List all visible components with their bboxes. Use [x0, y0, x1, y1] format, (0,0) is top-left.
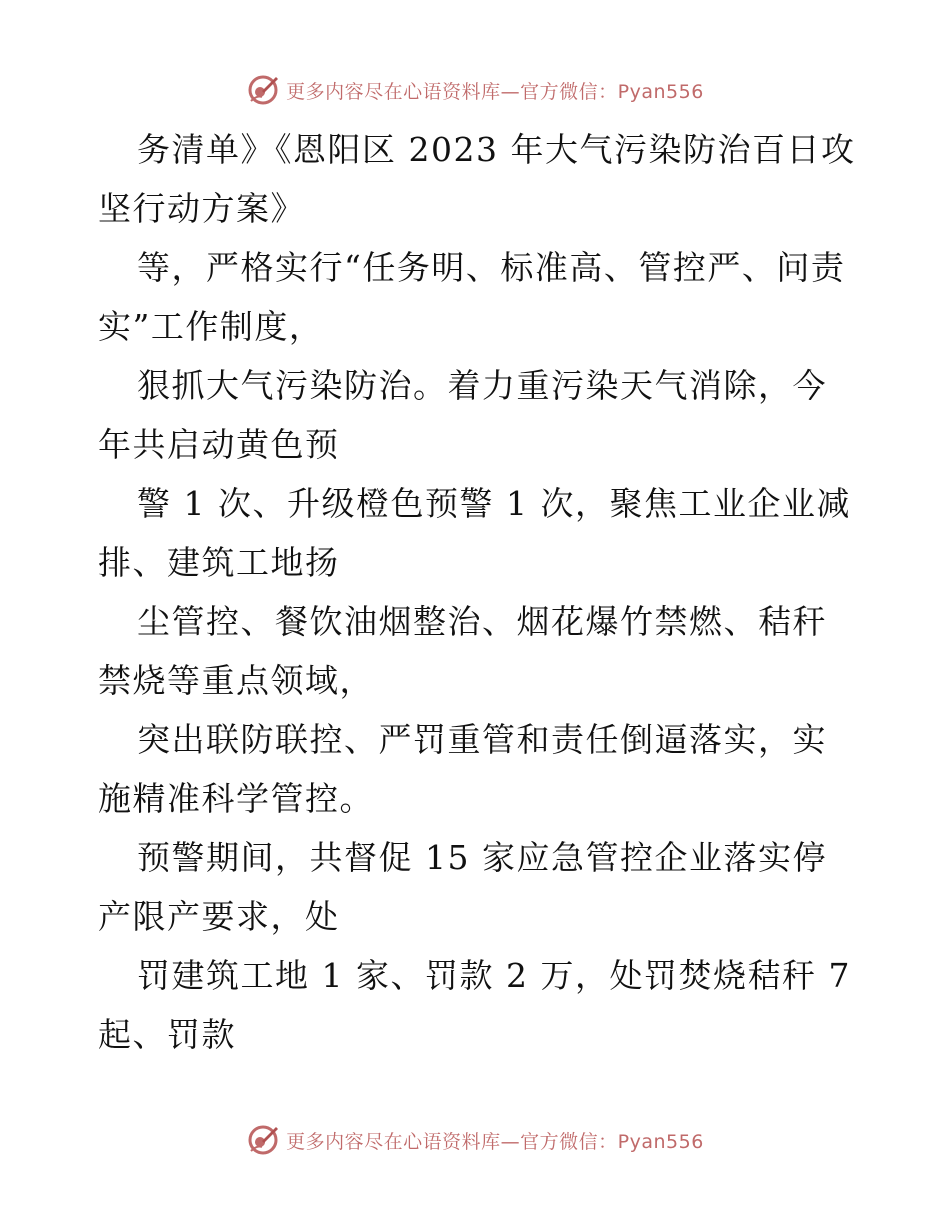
pen-logo-icon [246, 73, 280, 107]
pen-logo-icon [246, 1123, 280, 1157]
paragraph-3: 狠抓大气污染防治。着力重污染天气消除，今年共启动黄色预 [98, 366, 827, 464]
watermark-text: 更多内容尽在心语资料库—官方微信：Pyan556 [286, 80, 704, 103]
paragraph-7: 预警期间，共督促 15 家应急管控企业落实停产限产要求，处 [98, 838, 827, 936]
header-watermark [0, 70, 950, 110]
paragraph-6: 突出联防联控、严罚重管和责任倒逼落实，实施精准科学管控。 [98, 720, 827, 818]
paragraph-1: 务清单》《恩阳区 2023 年大气污染防治百日攻坚行动方案》 [98, 130, 856, 228]
paragraph-2: 等，严格实行“任务明、标准高、管控严、问责实”工作制度， [98, 248, 846, 346]
footer-watermark [0, 1120, 950, 1160]
document-body [98, 120, 858, 1064]
paragraph-5: 尘管控、餐饮油烟整治、烟花爆竹禁燃、秸秆禁烧等重点领域， [98, 602, 827, 700]
watermark-text: 更多内容尽在心语资料库—官方微信：Pyan556 [286, 1130, 704, 1153]
paragraph-4: 警 1 次、升级橙色预警 1 次，聚焦工业企业减排、建筑工地扬 [98, 484, 851, 582]
paragraph-8: 罚建筑工地 1 家、罚款 2 万，处罚焚烧秸秆 7 起、罚款 [98, 956, 851, 1054]
